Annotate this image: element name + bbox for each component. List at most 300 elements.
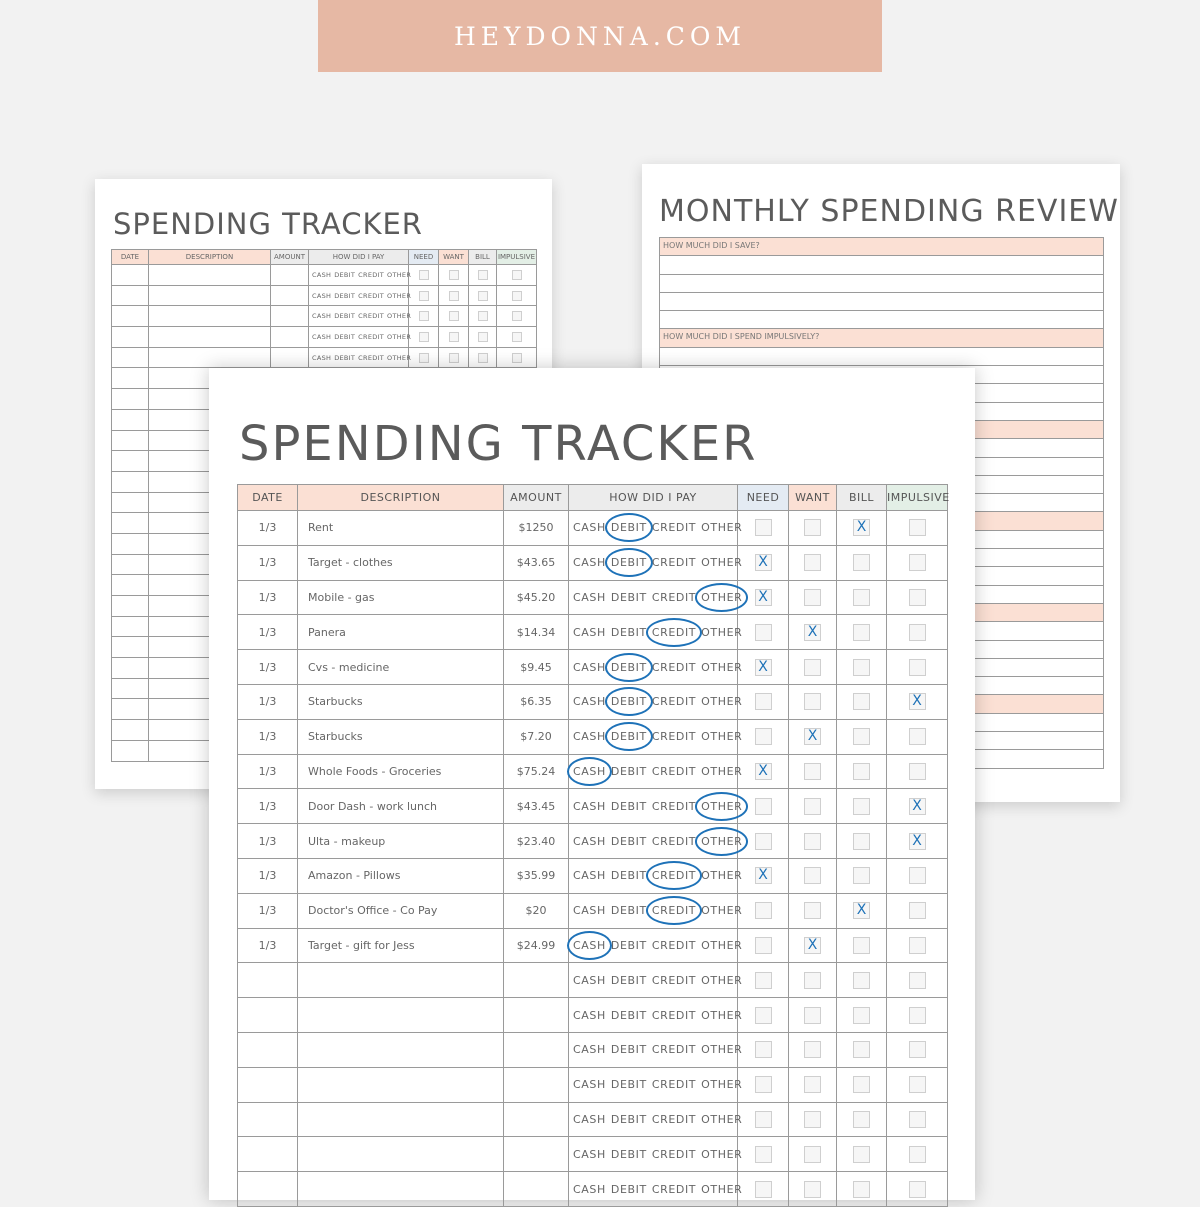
checkbox-need[interactable] (419, 311, 429, 321)
checkbox-bill[interactable] (853, 1076, 870, 1093)
pay-option-debit[interactable]: DEBIT (610, 799, 647, 813)
pay-option-credit[interactable]: CREDIT (651, 625, 697, 639)
small-tracker-cell[interactable] (149, 285, 271, 306)
checkbox-bill[interactable] (853, 728, 870, 745)
pay-option-debit[interactable]: DEBIT (334, 291, 356, 300)
pay-option-credit[interactable]: CREDIT (651, 1008, 697, 1022)
checkbox-bill[interactable]: X (853, 519, 870, 536)
pay-option-cash[interactable]: CASH (573, 730, 606, 744)
checkbox-need[interactable] (755, 833, 772, 850)
small-tracker-cell[interactable] (112, 533, 149, 554)
pay-option-credit[interactable]: CREDIT (651, 730, 697, 744)
checkbox-impulsive[interactable] (512, 353, 522, 363)
checkbox-bill[interactable] (853, 833, 870, 850)
pay-option-cash[interactable]: CASH (312, 332, 332, 341)
row-amount[interactable] (504, 1067, 569, 1102)
row-amount[interactable] (504, 998, 569, 1033)
pay-option-cash[interactable]: CASH (573, 695, 606, 709)
small-tracker-cell[interactable] (112, 265, 149, 286)
checkbox-impulsive[interactable] (909, 1076, 926, 1093)
small-tracker-cell[interactable] (149, 327, 271, 348)
checkbox-impulsive[interactable] (512, 291, 522, 301)
row-amount[interactable] (504, 1172, 569, 1207)
pay-option-other[interactable]: OTHER (701, 625, 743, 639)
row-description[interactable]: Target - clothes (298, 545, 504, 580)
checkbox-impulsive[interactable] (909, 972, 926, 989)
checkbox-impulsive[interactable]: X (909, 693, 926, 710)
pay-option-cash[interactable]: CASH (573, 1043, 606, 1057)
pay-option-credit[interactable]: CREDIT (651, 590, 697, 604)
checkbox-need[interactable]: X (755, 589, 772, 606)
pay-option-debit[interactable]: DEBIT (334, 270, 356, 279)
row-amount[interactable]: $43.65 (504, 545, 569, 580)
row-amount[interactable]: $6.35 (504, 684, 569, 719)
pay-option-cash[interactable]: CASH (573, 1147, 606, 1161)
row-date[interactable] (238, 963, 298, 998)
checkbox-want[interactable] (449, 291, 459, 301)
pay-option-cash[interactable]: CASH (573, 660, 606, 674)
checkbox-need[interactable]: X (755, 867, 772, 884)
row-description[interactable] (298, 998, 504, 1033)
checkbox-bill[interactable] (853, 1111, 870, 1128)
checkbox-bill[interactable] (478, 311, 488, 321)
pay-option-debit[interactable]: DEBIT (334, 312, 356, 321)
row-description[interactable] (298, 1067, 504, 1102)
checkbox-want[interactable] (804, 902, 821, 919)
small-tracker-cell[interactable] (112, 430, 149, 451)
checkbox-cell-want (789, 824, 837, 859)
pay-option-cash[interactable]: CASH (573, 904, 606, 918)
row-description[interactable]: Starbucks (298, 684, 504, 719)
small-tracker-cell[interactable] (112, 513, 149, 534)
checkbox-need[interactable]: X (755, 659, 772, 676)
row-date[interactable] (238, 1067, 298, 1102)
pay-option-other[interactable]: OTHER (701, 799, 743, 813)
small-tracker-cell[interactable] (112, 616, 149, 637)
checkbox-impulsive[interactable] (909, 624, 926, 641)
row-amount[interactable] (504, 963, 569, 998)
small-tracker-cell[interactable] (112, 740, 149, 761)
checkbox-need[interactable] (755, 1076, 772, 1093)
row-date[interactable] (238, 1137, 298, 1172)
pay-option-cash[interactable]: CASH (573, 1182, 606, 1196)
pay-option-credit[interactable]: CREDIT (651, 869, 697, 883)
small-tracker-cell[interactable] (112, 492, 149, 513)
small-tracker-cell[interactable] (271, 327, 309, 348)
pay-option-credit[interactable]: CREDIT (651, 556, 697, 570)
pay-option-cash[interactable]: CASH (573, 799, 606, 813)
row-description[interactable]: Mobile - gas (298, 580, 504, 615)
checkbox-want[interactable] (804, 798, 821, 815)
pay-option-credit[interactable]: CREDIT (651, 973, 697, 987)
row-description[interactable]: Target - gift for Jess (298, 928, 504, 963)
pay-option-debit[interactable]: DEBIT (610, 625, 647, 639)
pay-option-credit[interactable]: CREDIT (651, 799, 697, 813)
small-tracker-cell[interactable] (271, 265, 309, 286)
row-description[interactable]: Door Dash - work lunch (298, 789, 504, 824)
row-description[interactable] (298, 1102, 504, 1137)
row-amount[interactable]: $43.45 (504, 789, 569, 824)
checkbox-impulsive[interactable] (909, 1181, 926, 1198)
pay-option-debit[interactable]: DEBIT (610, 1043, 647, 1057)
pay-option-debit[interactable]: DEBIT (610, 590, 647, 604)
row-date[interactable]: 1/3 (238, 719, 298, 754)
row-amount[interactable]: $9.45 (504, 650, 569, 685)
checkbox-need[interactable] (419, 291, 429, 301)
checkbox-need[interactable] (755, 902, 772, 919)
checkbox-impulsive[interactable]: X (909, 833, 926, 850)
checkbox-need[interactable] (755, 937, 772, 954)
checkbox-want[interactable] (804, 1146, 821, 1163)
checkbox-want[interactable] (804, 519, 821, 536)
pay-option-credit[interactable]: CREDIT (651, 938, 697, 952)
small-tracker-cell[interactable] (112, 409, 149, 430)
row-date[interactable] (238, 1102, 298, 1137)
checkbox-impulsive[interactable] (909, 728, 926, 745)
pay-option-credit[interactable]: CREDIT (651, 1112, 697, 1126)
checkbox-impulsive[interactable] (909, 589, 926, 606)
checkbox-need[interactable] (755, 624, 772, 641)
pay-option-other[interactable]: OTHER (701, 904, 743, 918)
pay-option-other[interactable]: OTHER (387, 270, 412, 279)
pay-option-debit[interactable]: DEBIT (610, 660, 647, 674)
small-tracker-cell[interactable] (112, 720, 149, 741)
small-tracker-cell[interactable] (112, 368, 149, 389)
checkbox-bill[interactable] (853, 693, 870, 710)
pay-option-debit[interactable]: DEBIT (610, 764, 647, 778)
checkbox-need[interactable] (755, 728, 772, 745)
review-answer-line[interactable] (659, 256, 1104, 274)
small-tracker-cell[interactable] (149, 265, 271, 286)
pay-option-cash[interactable]: CASH (573, 556, 606, 570)
pay-option-cash[interactable]: CASH (312, 270, 332, 279)
checkbox-need[interactable] (419, 353, 429, 363)
checkbox-impulsive[interactable] (909, 1146, 926, 1163)
checkbox-bill[interactable] (853, 937, 870, 954)
checkbox-need[interactable] (755, 519, 772, 536)
small-tracker-cell[interactable] (112, 471, 149, 492)
row-date[interactable] (238, 1172, 298, 1207)
checkbox-bill[interactable] (853, 798, 870, 815)
pay-option-debit[interactable]: DEBIT (334, 332, 356, 341)
row-date[interactable]: 1/3 (238, 858, 298, 893)
row-amount[interactable]: $1250 (504, 511, 569, 546)
row-date[interactable]: 1/3 (238, 893, 298, 928)
checkbox-want[interactable] (804, 554, 821, 571)
small-tracker-cell[interactable] (112, 699, 149, 720)
row-amount[interactable] (504, 1102, 569, 1137)
review-answer-line[interactable] (659, 293, 1104, 311)
checkbox-want[interactable] (804, 867, 821, 884)
pay-option-other[interactable]: OTHER (701, 1147, 743, 1161)
pay-option-other[interactable]: OTHER (701, 973, 743, 987)
checkbox-bill[interactable] (853, 659, 870, 676)
checkbox-need[interactable] (755, 1146, 772, 1163)
row-description[interactable]: Cvs - medicine (298, 650, 504, 685)
checkbox-want[interactable] (804, 1181, 821, 1198)
checkbox-need[interactable] (755, 798, 772, 815)
checkbox-want[interactable] (449, 311, 459, 321)
row-amount[interactable] (504, 1032, 569, 1067)
review-answer-line[interactable] (659, 275, 1104, 293)
pay-option-debit[interactable]: DEBIT (610, 1147, 647, 1161)
pay-option-credit[interactable]: CREDIT (651, 1182, 697, 1196)
review-answer-line[interactable] (659, 348, 1104, 366)
pay-option-credit[interactable]: CREDIT (651, 904, 697, 918)
row-date[interactable]: 1/3 (238, 615, 298, 650)
row-date[interactable]: 1/3 (238, 684, 298, 719)
checkbox-impulsive[interactable] (909, 1007, 926, 1024)
checkbox-impulsive[interactable] (909, 554, 926, 571)
pay-option-credit[interactable]: CREDIT (358, 312, 385, 321)
pay-option-debit[interactable]: DEBIT (610, 1008, 647, 1022)
small-tracker-cell[interactable] (112, 285, 149, 306)
pay-option-cash[interactable]: CASH (312, 291, 332, 300)
row-description[interactable]: Ulta - makeup (298, 824, 504, 859)
row-amount[interactable]: $24.99 (504, 928, 569, 963)
small-tracker-cell[interactable] (112, 575, 149, 596)
checkbox-want[interactable] (804, 763, 821, 780)
pay-option-other[interactable]: OTHER (701, 938, 743, 952)
pay-option-debit[interactable]: DEBIT (610, 556, 647, 570)
checkbox-bill[interactable] (478, 291, 488, 301)
row-date[interactable]: 1/3 (238, 824, 298, 859)
checkbox-need[interactable] (755, 1041, 772, 1058)
pay-option-other[interactable]: OTHER (387, 312, 412, 321)
checkbox-bill[interactable] (853, 763, 870, 780)
row-description[interactable]: Starbucks (298, 719, 504, 754)
pay-option-cash[interactable]: CASH (573, 1008, 606, 1022)
row-description[interactable] (298, 1172, 504, 1207)
checkbox-need[interactable]: X (755, 763, 772, 780)
row-description[interactable]: Panera (298, 615, 504, 650)
checkbox-impulsive[interactable] (909, 1041, 926, 1058)
checkbox-impulsive[interactable] (909, 902, 926, 919)
small-tracker-cell[interactable] (112, 658, 149, 679)
review-answer-line[interactable] (659, 311, 1104, 329)
checkbox-impulsive[interactable] (909, 519, 926, 536)
row-amount[interactable]: $14.34 (504, 615, 569, 650)
row-description[interactable]: Amazon - Pillows (298, 858, 504, 893)
checkbox-bill[interactable] (853, 624, 870, 641)
small-tracker-cell[interactable] (112, 596, 149, 617)
pay-option-debit[interactable]: DEBIT (610, 695, 647, 709)
pay-option-credit[interactable]: CREDIT (358, 332, 385, 341)
checkbox-bill[interactable] (853, 1007, 870, 1024)
row-description[interactable] (298, 1137, 504, 1172)
checkbox-need[interactable] (419, 270, 429, 280)
pay-option-other[interactable]: OTHER (701, 1008, 743, 1022)
row-date[interactable]: 1/3 (238, 545, 298, 580)
row-amount[interactable]: $23.40 (504, 824, 569, 859)
pay-option-other[interactable]: OTHER (701, 1112, 743, 1126)
row-date[interactable] (238, 998, 298, 1033)
small-tracker-cell[interactable] (112, 306, 149, 327)
checkbox-impulsive[interactable] (909, 763, 926, 780)
pay-option-cash[interactable]: CASH (573, 1078, 606, 1092)
row-description[interactable]: Whole Foods - Groceries (298, 754, 504, 789)
pay-option-other[interactable]: OTHER (701, 695, 743, 709)
pay-option-cash[interactable]: CASH (573, 764, 606, 778)
checkbox-want[interactable] (804, 1111, 821, 1128)
pay-option-debit[interactable]: DEBIT (610, 1182, 647, 1196)
checkbox-want[interactable] (804, 693, 821, 710)
pay-option-credit[interactable]: CREDIT (358, 270, 385, 279)
small-tracker-cell[interactable] (112, 389, 149, 410)
pay-option-debit[interactable]: DEBIT (610, 938, 647, 952)
pay-option-debit[interactable]: DEBIT (610, 1112, 647, 1126)
pay-option-other[interactable]: OTHER (387, 353, 412, 362)
pay-option-debit[interactable]: DEBIT (610, 834, 647, 848)
checkbox-bill[interactable] (853, 554, 870, 571)
checkbox-want[interactable] (804, 1076, 821, 1093)
pay-option-other[interactable]: OTHER (701, 730, 743, 744)
row-description[interactable]: Rent (298, 511, 504, 546)
row-date[interactable] (238, 1032, 298, 1067)
pay-option-other[interactable]: OTHER (701, 521, 743, 535)
checkbox-want[interactable] (804, 833, 821, 850)
checkbox-bill[interactable]: X (853, 902, 870, 919)
pay-option-credit[interactable]: CREDIT (651, 695, 697, 709)
checkbox-want[interactable]: X (804, 728, 821, 745)
checkbox-need[interactable]: X (755, 554, 772, 571)
checkbox-need[interactable] (755, 1007, 772, 1024)
pay-option-credit[interactable]: CREDIT (651, 834, 697, 848)
pay-option-other[interactable]: OTHER (701, 869, 743, 883)
small-tracker-cell[interactable] (149, 347, 271, 368)
row-description[interactable] (298, 1032, 504, 1067)
small-tracker-cell[interactable] (112, 451, 149, 472)
pay-option-debit[interactable]: DEBIT (610, 904, 647, 918)
pay-option-debit[interactable]: DEBIT (334, 353, 356, 362)
checkbox-want[interactable] (804, 659, 821, 676)
checkbox-impulsive[interactable] (909, 867, 926, 884)
pay-option-cash[interactable]: CASH (573, 869, 606, 883)
checkbox-want[interactable]: X (804, 937, 821, 954)
checkbox-want[interactable] (804, 589, 821, 606)
checkbox-bill[interactable] (853, 1041, 870, 1058)
row-amount[interactable]: $35.99 (504, 858, 569, 893)
row-date[interactable]: 1/3 (238, 650, 298, 685)
pay-option-cash[interactable]: CASH (573, 590, 606, 604)
pay-option-cash[interactable]: CASH (573, 938, 606, 952)
pay-option-credit[interactable]: CREDIT (651, 1078, 697, 1092)
pay-option-other[interactable]: OTHER (701, 834, 743, 848)
checkbox-bill[interactable] (478, 332, 488, 342)
pay-option-cash[interactable]: CASH (573, 625, 606, 639)
row-amount[interactable] (504, 1137, 569, 1172)
checkbox-impulsive[interactable] (909, 659, 926, 676)
pay-option-other[interactable]: OTHER (701, 1078, 743, 1092)
pay-option-other[interactable]: OTHER (701, 556, 743, 570)
checkbox-impulsive[interactable] (909, 1111, 926, 1128)
pay-option-credit[interactable]: CREDIT (651, 1147, 697, 1161)
row-description[interactable]: Doctor's Office - Co Pay (298, 893, 504, 928)
pay-option-debit[interactable]: DEBIT (610, 1078, 647, 1092)
pay-option-cash[interactable]: CASH (573, 1112, 606, 1126)
pay-option-cash[interactable]: CASH (573, 521, 606, 535)
checkbox-bill[interactable] (853, 589, 870, 606)
pay-option-debit[interactable]: DEBIT (610, 973, 647, 987)
pay-option-other[interactable]: OTHER (701, 1182, 743, 1196)
checkbox-want[interactable] (449, 270, 459, 280)
checkbox-impulsive[interactable] (512, 332, 522, 342)
row-description[interactable] (298, 963, 504, 998)
small-tracker-cell[interactable] (112, 347, 149, 368)
pay-option-other[interactable]: OTHER (387, 332, 412, 341)
pay-option-credit[interactable]: CREDIT (651, 660, 697, 674)
pay-option-debit[interactable]: DEBIT (610, 521, 647, 535)
pay-option-debit[interactable]: DEBIT (610, 869, 647, 883)
checkbox-bill[interactable] (853, 1181, 870, 1198)
row-amount[interactable]: $20 (504, 893, 569, 928)
checkbox-bill[interactable] (853, 867, 870, 884)
row-date[interactable]: 1/3 (238, 789, 298, 824)
checkbox-impulsive[interactable] (512, 311, 522, 321)
row-amount[interactable]: $75.24 (504, 754, 569, 789)
checkbox-impulsive[interactable] (909, 937, 926, 954)
small-tracker-cell[interactable] (112, 678, 149, 699)
pay-option-other[interactable]: OTHER (701, 1043, 743, 1057)
checkbox-impulsive[interactable]: X (909, 798, 926, 815)
checkbox-need[interactable] (755, 1111, 772, 1128)
row-amount[interactable]: $45.20 (504, 580, 569, 615)
pay-option-cash[interactable]: CASH (312, 353, 332, 362)
row-date[interactable]: 1/3 (238, 754, 298, 789)
pay-option-other[interactable]: OTHER (701, 764, 743, 778)
small-tracker-cell[interactable] (149, 306, 271, 327)
checkbox-want[interactable] (449, 332, 459, 342)
checkbox-bill[interactable] (478, 353, 488, 363)
pay-option-cash[interactable]: CASH (573, 834, 606, 848)
small-tracker-cell[interactable] (271, 285, 309, 306)
checkbox-want[interactable] (804, 972, 821, 989)
checkbox-bill[interactable] (478, 270, 488, 280)
pay-option-other[interactable]: OTHER (701, 590, 743, 604)
checkbox-need[interactable] (755, 972, 772, 989)
checkbox-want[interactable] (804, 1041, 821, 1058)
pay-option-other[interactable]: OTHER (387, 291, 412, 300)
pay-option-other[interactable]: OTHER (701, 660, 743, 674)
small-tracker-cell[interactable] (112, 637, 149, 658)
small-tracker-cell[interactable] (271, 347, 309, 368)
small-tracker-cell[interactable] (112, 554, 149, 575)
checkbox-impulsive[interactable] (512, 270, 522, 280)
checkbox-bill[interactable] (853, 972, 870, 989)
row-date[interactable]: 1/3 (238, 928, 298, 963)
pay-option-credit[interactable]: CREDIT (358, 291, 385, 300)
pay-option-cash[interactable]: CASH (573, 973, 606, 987)
pay-option-credit[interactable]: CREDIT (651, 764, 697, 778)
row-amount[interactable]: $7.20 (504, 719, 569, 754)
small-tracker-cell[interactable] (271, 306, 309, 327)
checkbox-want[interactable] (449, 353, 459, 363)
checkbox-want[interactable]: X (804, 624, 821, 641)
checkbox-need[interactable] (755, 1181, 772, 1198)
checkbox-bill[interactable] (853, 1146, 870, 1163)
row-date[interactable]: 1/3 (238, 580, 298, 615)
pay-option-cash[interactable]: CASH (312, 312, 332, 321)
row-date[interactable]: 1/3 (238, 511, 298, 546)
checkbox-need[interactable] (419, 332, 429, 342)
pay-option-debit[interactable]: DEBIT (610, 730, 647, 744)
pay-option-credit[interactable]: CREDIT (651, 521, 697, 535)
pay-option-credit[interactable]: CREDIT (651, 1043, 697, 1057)
checkbox-want[interactable] (804, 1007, 821, 1024)
small-tracker-cell[interactable] (112, 327, 149, 348)
pay-option-credit[interactable]: CREDIT (358, 353, 385, 362)
checkbox-need[interactable] (755, 693, 772, 710)
